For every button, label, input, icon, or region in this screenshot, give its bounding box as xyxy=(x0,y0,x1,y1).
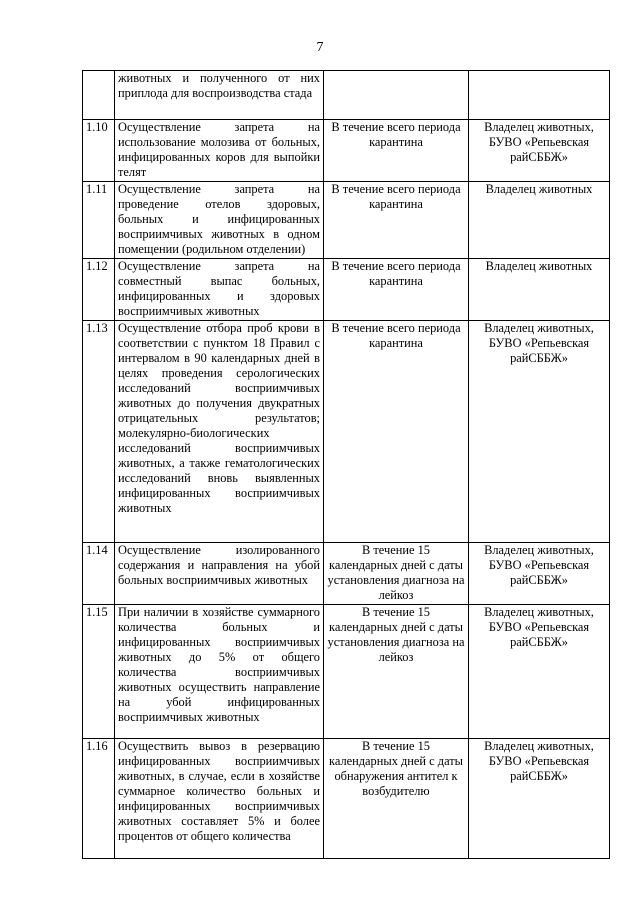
row-number: 1.11 xyxy=(83,182,115,259)
action-cell: животных и полученного от них приплода для воспроизводства стада xyxy=(115,71,324,120)
term-cell: В течение всего периода карантина xyxy=(324,120,469,182)
action-cell: При наличии в хозяйстве суммарного количества больных и инфицированных восприимчивых животных до 5% от общего количества восприимчивых животных осуществить направление на убой инфицированных восприимчивых животных xyxy=(115,605,324,739)
action-cell: Осуществление запрета на использование молозива от больных, инфицированных коров для выпойки телят xyxy=(115,120,324,182)
table-row xyxy=(83,321,610,543)
action-cell: Осуществить вывоз в резервацию инфицированных восприимчивых животных, в случае, если в хозяйстве суммарное количество больных и инфицированных восприимчивых животных составляет 5% и более процентов от общего количества xyxy=(115,739,324,859)
table-row xyxy=(83,71,610,120)
responsible-cell: Владелец животных, БУВО «Репьевская райСББЖ» xyxy=(469,605,610,739)
action-cell: Осуществление отбора проб крови в соответствии с пунктом 18 Правил с интервалом в 90 календарных дней в целях проведения серологических исследований восприимчивых животных до получения двукратных отрицательных результатов; молекулярно-биологических исследований восприимчивых животных, а также гематологических исследований вновь выявленных инфицированных восприимчивых животных xyxy=(115,321,324,543)
term-cell: В течение 15 календарных дней с даты установления диагноза на лейкоз xyxy=(324,605,469,739)
row-number: 1.10 xyxy=(83,120,115,182)
table-row xyxy=(83,182,610,259)
responsible-cell: Владелец животных xyxy=(469,259,610,321)
table-row xyxy=(83,739,610,859)
term-cell: В течение всего периода карантина xyxy=(324,259,469,321)
term-cell: В течение всего периода карантина xyxy=(324,321,469,543)
row-number: 1.13 xyxy=(83,321,115,543)
row-number: 1.12 xyxy=(83,259,115,321)
responsible-cell: Владелец животных, БУВО «Репьевская райСББЖ» xyxy=(469,120,610,182)
action-cell: Осуществление запрета на совместный выпас больных, инфицированных и здоровых восприимчивых животных xyxy=(115,259,324,321)
action-cell: Осуществление изолированного содержания и направления на убой больных восприимчивых животных xyxy=(115,543,324,605)
term-cell: В течение 15 календарных дней с даты обнаружения антител к возбудителю xyxy=(324,739,469,859)
page-number: 7 xyxy=(316,40,324,55)
table-row xyxy=(83,543,610,605)
row-number: 1.15 xyxy=(83,605,115,739)
row-number: 1.14 xyxy=(83,543,115,605)
responsible-cell: Владелец животных, БУВО «Репьевская райСББЖ» xyxy=(469,739,610,859)
term-cell: В течение 15 календарных дней с даты установления диагноза на лейкоз xyxy=(324,543,469,605)
responsible-cell: Владелец животных xyxy=(469,182,610,259)
responsible-cell xyxy=(469,71,610,120)
table-row xyxy=(83,120,610,182)
responsible-cell: Владелец животных, БУВО «Репьевская райСББЖ» xyxy=(469,543,610,605)
measures-table xyxy=(82,70,610,859)
term-cell: В течение всего периода карантина xyxy=(324,182,469,259)
table-row xyxy=(83,605,610,739)
responsible-cell: Владелец животных, БУВО «Репьевская райСББЖ» xyxy=(469,321,610,543)
table-row xyxy=(83,259,610,321)
action-cell: Осуществление запрета на проведение отелов здоровых, больных и инфицированных восприимчивых животных в одном помещении (родильном отделении) xyxy=(115,182,324,259)
row-number: 1.16 xyxy=(83,739,115,859)
term-cell xyxy=(324,71,469,120)
row-number xyxy=(83,71,115,120)
